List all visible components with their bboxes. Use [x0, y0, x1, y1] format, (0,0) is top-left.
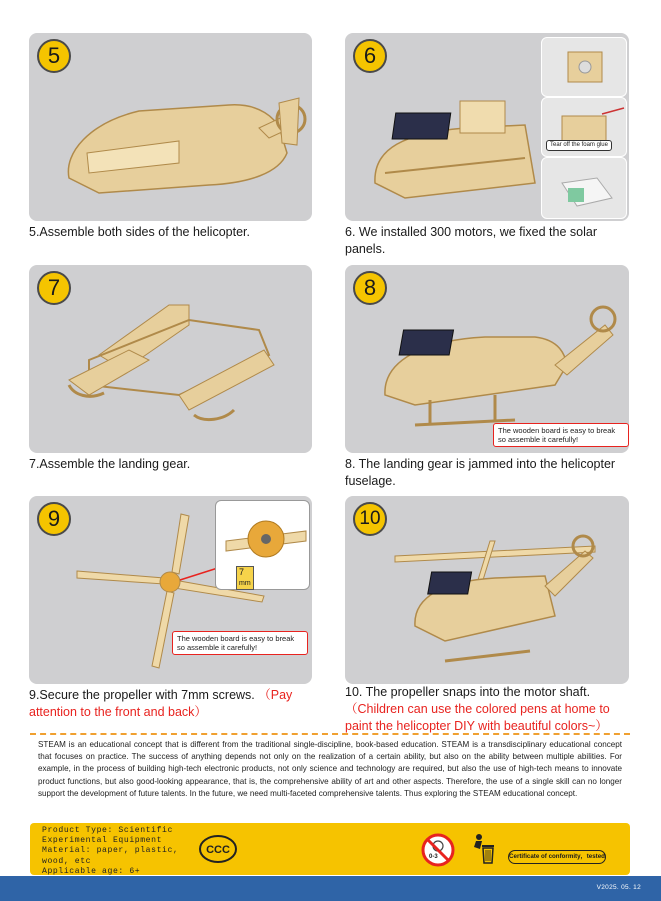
step-9-warning-note: The wooden board is easy to break so assemble it carefully!: [172, 631, 308, 655]
no-small-children-icon: [421, 833, 455, 867]
screw-size-unit: mm: [239, 580, 251, 587]
ccc-mark-icon: [198, 834, 238, 864]
step-9-caption-note: （Pay attention to the front and back）: [29, 688, 293, 719]
svg-text:CCC: CCC: [206, 844, 230, 856]
step-badge-10: 10: [353, 502, 387, 536]
footer-bar: [0, 876, 661, 901]
step-6-inset-motor-top: [541, 37, 627, 97]
step-5-image: [29, 33, 312, 221]
step-10-caption-note: （Children can use the colored pens at home to paint the helicopter DIY with beautiful colors~）: [345, 702, 610, 733]
step-9-caption-main: 9.Secure the propeller with 7mm screws.: [29, 688, 255, 702]
steam-description: STEAM is an educational concept that is different from the traditional single-discipline, book-based education. STEAM is a transdisciplinary educational concept that focuses on practice. The success of anything depends not only on the realization of a certain ability, but also on the ability between multiple abilities. For example, in the process of building high-tech electronic products, not only science and technology are required, but also the use of high-tech means to innovate product functions, but also good-looking appearance, that is, the comprehensive ability of art and other aspects. Therefore, the use of a single skill can no longer support the development of future talents. In the future, we need multi-faceted comprehensive talents. Thus exploring the STEAM educational concept.: [38, 740, 622, 798]
section-divider: [30, 733, 630, 735]
step-6-caption: 6. We installed 300 motors, we fixed the solar panels.: [345, 225, 597, 256]
step-10-caption: [345, 684, 635, 735]
landing-gear-illustration: [29, 265, 312, 453]
version-label: V2025. 05. 12: [596, 884, 641, 891]
step-5-caption: 5.Assemble both sides of the helicopter.: [29, 225, 250, 239]
step-6-image: [345, 33, 629, 221]
step-badge-5: 5: [37, 39, 71, 73]
step-badge-8: 8: [353, 271, 387, 305]
step-8-image: [345, 265, 629, 453]
step-9-caption: [29, 687, 319, 721]
step-7-caption: 7.Assemble the landing gear.: [29, 457, 191, 471]
step-badge-7: 7: [37, 271, 71, 305]
product-info-bar: [30, 823, 630, 875]
step-9-inset-gear: [215, 500, 310, 590]
screw-size-label: [236, 566, 254, 590]
step-6-inset-foam-glue: [541, 157, 627, 219]
product-info-text: Product Type: Scientific Experimental Equipment Material: paper, plastic, wood, etc Applicable age: 6+: [42, 826, 179, 876]
step-8-caption: 8. The landing gear is jammed into the helicopter fuselage.: [345, 457, 616, 488]
step-badge-6: 6: [353, 39, 387, 73]
step-8-warning-note: The wooden board is easy to break so assemble it carefully!: [493, 423, 629, 447]
step-6-inset-note: Tear off the foam glue: [546, 140, 612, 151]
age-warning-label: 0-3: [429, 854, 438, 860]
recycle-bin-icon: [470, 833, 496, 867]
step-6-inset-motor-side: [541, 97, 627, 157]
step-badge-9: 9: [37, 502, 71, 536]
screw-size-value: 7: [239, 567, 245, 577]
helicopter-body-illustration: [29, 33, 312, 221]
step-9-image: [29, 496, 312, 684]
step-10-caption-main: 10. The propeller snaps into the motor shaft.: [345, 685, 591, 699]
certificate-badge: Certificate of conformity，tested: [508, 850, 606, 864]
finished-helicopter-illustration: [345, 496, 629, 684]
step-7-image: [29, 265, 312, 453]
step-10-image: [345, 496, 629, 684]
